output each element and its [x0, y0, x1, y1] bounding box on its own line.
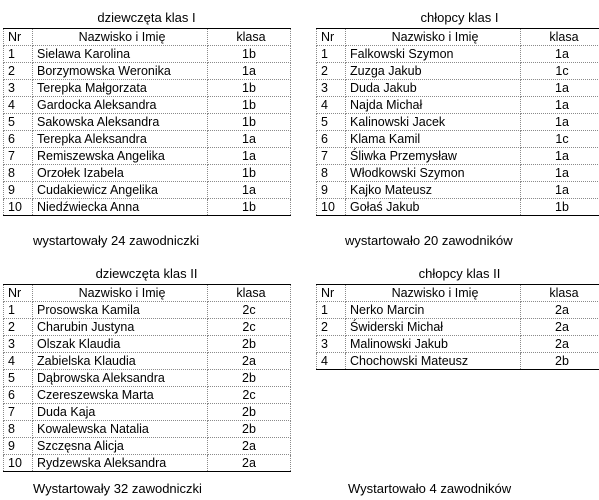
results-table — [3, 28, 291, 216]
table-row — [317, 182, 599, 199]
cell-nr: 7 — [317, 148, 346, 165]
cell-name: Remiszewska Angelika — [33, 148, 208, 165]
cell-name: Chochowski Mateusz — [346, 353, 521, 370]
cell-klasa: 2c — [208, 387, 291, 404]
cell-name: Gołaś Jakub — [346, 199, 521, 216]
table-row — [317, 302, 599, 319]
cell-nr: 1 — [4, 46, 33, 63]
cell-klasa: 2b — [521, 353, 599, 370]
cell-klasa: 2a — [521, 302, 599, 319]
cell-klasa: 1b — [208, 199, 291, 216]
table-row — [317, 199, 599, 216]
cell-klasa: 1a — [208, 148, 291, 165]
header-nr: Nr — [317, 285, 346, 302]
cell-nr: 3 — [4, 336, 33, 353]
cell-name: Sielawa Karolina — [33, 46, 208, 63]
table-row — [317, 336, 599, 353]
results-table — [316, 284, 599, 370]
cell-name: Rydzewska Aleksandra — [33, 455, 208, 472]
cell-klasa: 1a — [208, 63, 291, 80]
table-row — [4, 182, 291, 199]
cell-name: Terepka Aleksandra — [33, 131, 208, 148]
cell-name: Duda Kaja — [33, 404, 208, 421]
table-title: chłopcy klas II — [418, 266, 501, 281]
header-name: Nazwisko i Imię — [33, 285, 208, 302]
cell-nr: 3 — [4, 80, 33, 97]
table-row — [4, 353, 291, 370]
cell-nr: 6 — [317, 131, 346, 148]
cell-name: Śliwka Przemysław — [346, 148, 521, 165]
cell-name: Klama Kamil — [346, 131, 521, 148]
header-name: Nazwisko i Imię — [33, 29, 208, 46]
cell-name: Orzołek Izabela — [33, 165, 208, 182]
header-klasa: klasa — [208, 285, 291, 302]
table-row — [317, 319, 599, 336]
table-block-girls-class-1 — [3, 8, 290, 216]
cell-klasa: 2a — [208, 353, 291, 370]
cell-name: Dąbrowska Aleksandra — [33, 370, 208, 387]
cell-nr: 4 — [4, 97, 33, 114]
cell-klasa: 1b — [208, 114, 291, 131]
results-table — [3, 284, 291, 472]
cell-klasa: 1a — [521, 165, 599, 182]
cell-name: Charubin Justyna — [33, 319, 208, 336]
cell-klasa: 2c — [208, 302, 291, 319]
cell-nr: 9 — [317, 182, 346, 199]
cell-klasa: 1b — [208, 97, 291, 114]
cell-nr: 2 — [4, 63, 33, 80]
table-row — [4, 131, 291, 148]
cell-nr: 5 — [317, 114, 346, 131]
table-row — [4, 387, 291, 404]
cell-nr: 1 — [4, 302, 33, 319]
summary-boys-class-1: wystartowało 20 zawodników — [345, 233, 513, 248]
cell-klasa: 2b — [208, 404, 291, 421]
cell-name: Nerko Marcin — [346, 302, 521, 319]
cell-name: Falkowski Szymon — [346, 46, 521, 63]
cell-klasa: 2c — [208, 319, 291, 336]
cell-klasa: 2b — [208, 336, 291, 353]
table-row — [4, 97, 291, 114]
cell-name: Sakowska Aleksandra — [33, 114, 208, 131]
cell-nr: 4 — [317, 353, 346, 370]
summary-girls-class-1: wystartowały 24 zawodniczki — [33, 233, 200, 248]
table-row — [4, 319, 291, 336]
cell-nr: 7 — [4, 148, 33, 165]
cell-name: Niedźwiecka Anna — [33, 199, 208, 216]
cell-nr: 7 — [4, 404, 33, 421]
cell-name: Borzymowska Weronika — [33, 63, 208, 80]
table-row — [317, 97, 599, 114]
cell-name: Najda Michał — [346, 97, 521, 114]
cell-nr: 2 — [4, 319, 33, 336]
table-header-row — [4, 29, 291, 46]
cell-nr: 10 — [4, 455, 33, 472]
cell-name: Świderski Michał — [346, 319, 521, 336]
cell-klasa: 1a — [208, 182, 291, 199]
table-header-row — [317, 29, 599, 46]
table-row — [4, 63, 291, 80]
cell-klasa: 1a — [521, 97, 599, 114]
cell-klasa: 2a — [521, 319, 599, 336]
table-row — [4, 438, 291, 455]
cell-nr: 8 — [4, 165, 33, 182]
cell-name: Cudakiewicz Angelika — [33, 182, 208, 199]
table-block-boys-class-2 — [316, 264, 599, 370]
cell-klasa: 1a — [208, 131, 291, 148]
cell-klasa: 1a — [521, 148, 599, 165]
table-row — [317, 46, 599, 63]
table-row — [317, 353, 599, 370]
cell-klasa: 2b — [208, 370, 291, 387]
cell-nr: 3 — [317, 80, 346, 97]
table-row — [317, 148, 599, 165]
cell-nr: 8 — [317, 165, 346, 182]
header-nr: Nr — [4, 285, 33, 302]
table-row — [4, 421, 291, 438]
cell-nr: 1 — [317, 302, 346, 319]
cell-klasa: 1b — [208, 80, 291, 97]
table-row — [4, 370, 291, 387]
cell-klasa: 1b — [208, 165, 291, 182]
table-row — [4, 455, 291, 472]
table-row — [4, 165, 291, 182]
cell-nr: 10 — [4, 199, 33, 216]
cell-nr: 2 — [317, 319, 346, 336]
cell-klasa: 1c — [521, 131, 599, 148]
cell-name: Zuzga Jakub — [346, 63, 521, 80]
table-row — [4, 404, 291, 421]
summary-boys-class-2: Wystartowało 4 zawodników — [348, 481, 512, 496]
table-header-row — [317, 285, 599, 302]
cell-nr: 5 — [4, 114, 33, 131]
cell-name: Prosowska Kamila — [33, 302, 208, 319]
header-klasa: klasa — [521, 29, 599, 46]
cell-nr: 4 — [4, 353, 33, 370]
cell-klasa: 2b — [208, 421, 291, 438]
cell-nr: 2 — [317, 63, 346, 80]
cell-name: Kalinowski Jacek — [346, 114, 521, 131]
table-row — [4, 114, 291, 131]
cell-nr: 3 — [317, 336, 346, 353]
summary-girls-class-2: Wystartowały 32 zawodniczki — [33, 481, 202, 496]
header-nr: Nr — [4, 29, 33, 46]
cell-nr: 5 — [4, 370, 33, 387]
cell-name: Gardocka Aleksandra — [33, 97, 208, 114]
table-row — [317, 165, 599, 182]
table-header-row — [4, 285, 291, 302]
cell-name: Włodkowski Szymon — [346, 165, 521, 182]
cell-name: Kajko Mateusz — [346, 182, 521, 199]
table-row — [317, 131, 599, 148]
cell-nr: 10 — [317, 199, 346, 216]
table-row — [4, 148, 291, 165]
cell-klasa: 1b — [521, 199, 599, 216]
header-name: Nazwisko i Imię — [346, 29, 521, 46]
cell-name: Duda Jakub — [346, 80, 521, 97]
table-title: dziewczęta klas I — [97, 10, 196, 25]
cell-klasa: 1a — [521, 114, 599, 131]
table-block-boys-class-1 — [316, 8, 599, 216]
table-row — [4, 336, 291, 353]
cell-name: Zabielska Klaudia — [33, 353, 208, 370]
table-title: dziewczęta klas II — [95, 266, 198, 281]
header-klasa: klasa — [208, 29, 291, 46]
cell-klasa: 2a — [208, 438, 291, 455]
cell-nr: 6 — [4, 387, 33, 404]
cell-nr: 1 — [317, 46, 346, 63]
header-klasa: klasa — [521, 285, 599, 302]
cell-klasa: 2a — [521, 336, 599, 353]
table-row — [317, 80, 599, 97]
header-name: Nazwisko i Imię — [346, 285, 521, 302]
cell-name: Terepka Małgorzata — [33, 80, 208, 97]
cell-klasa: 1b — [208, 46, 291, 63]
cell-nr: 9 — [4, 182, 33, 199]
cell-nr: 8 — [4, 421, 33, 438]
header-nr: Nr — [317, 29, 346, 46]
cell-nr: 9 — [4, 438, 33, 455]
cell-klasa: 2a — [208, 455, 291, 472]
table-row — [317, 114, 599, 131]
cell-klasa: 1a — [521, 182, 599, 199]
cell-klasa: 1c — [521, 63, 599, 80]
table-block-girls-class-2 — [3, 264, 290, 472]
cell-nr: 4 — [317, 97, 346, 114]
table-title: chłopcy klas I — [420, 10, 499, 25]
cell-klasa: 1a — [521, 46, 599, 63]
cell-name: Kowalewska Natalia — [33, 421, 208, 438]
table-row — [4, 302, 291, 319]
cell-name: Malinowski Jakub — [346, 336, 521, 353]
table-row — [4, 199, 291, 216]
cell-name: Szczęsna Alicja — [33, 438, 208, 455]
table-row — [4, 46, 291, 63]
table-row — [4, 80, 291, 97]
cell-name: Czereszewska Marta — [33, 387, 208, 404]
cell-name: Olszak Klaudia — [33, 336, 208, 353]
cell-nr: 6 — [4, 131, 33, 148]
results-table — [316, 28, 599, 216]
cell-klasa: 1a — [521, 80, 599, 97]
table-row — [317, 63, 599, 80]
